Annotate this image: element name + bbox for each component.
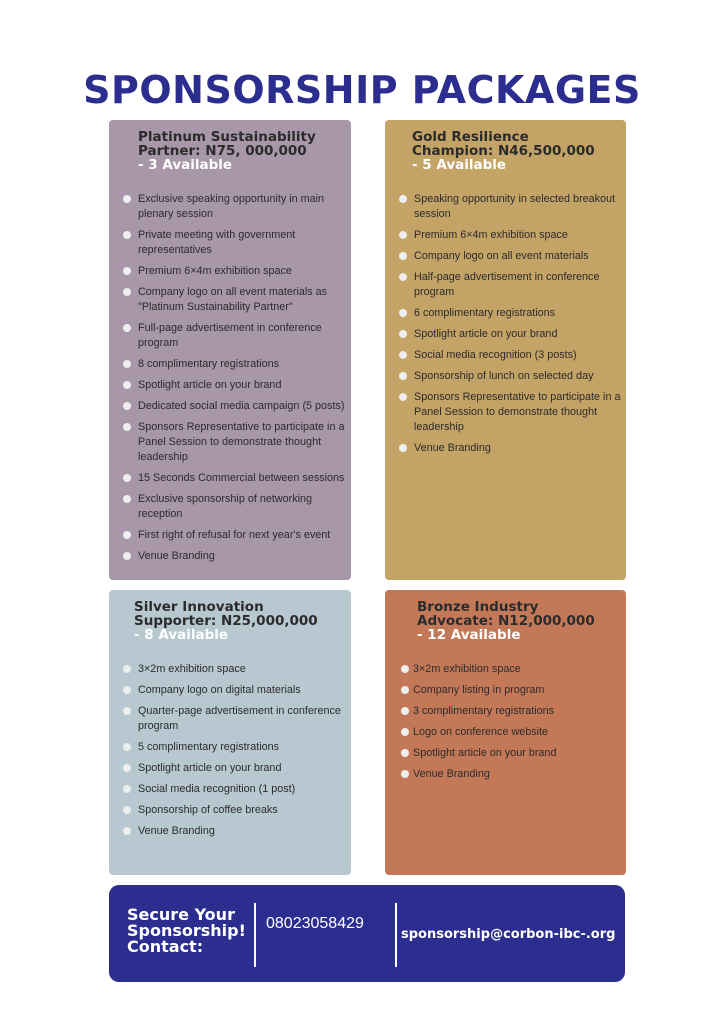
bullet-icon (399, 309, 407, 317)
benefit-item (109, 321, 349, 351)
benefit-text: First right of refusal for next year's event (138, 529, 331, 541)
package-availability: - 5 Available (412, 157, 507, 173)
benefit-item (385, 662, 625, 677)
benefit-item (109, 264, 349, 279)
benefit-item (109, 378, 349, 393)
benefit-item (109, 761, 349, 776)
bullet-icon (123, 552, 131, 560)
bullet-icon (399, 195, 407, 203)
bullet-icon (401, 728, 409, 736)
benefit-item (109, 803, 349, 818)
benefit-item (109, 704, 349, 734)
benefit-item (109, 662, 349, 677)
benefit-text: Sponsors Representative to participate in a Panel Session to demonstrate thought leadership (414, 391, 621, 433)
bullet-icon (123, 381, 131, 389)
bullet-icon (123, 707, 131, 715)
benefit-text: Quarter-page advertisement in conference program (138, 705, 341, 732)
benefit-item (109, 228, 349, 258)
benefit-text: Private meeting with government representatives (138, 229, 296, 256)
bullet-icon (123, 806, 131, 814)
bullet-icon (401, 707, 409, 715)
package-price: Advocate: N12,000,000 (417, 613, 595, 629)
benefit-item (385, 327, 625, 342)
benefit-item (385, 369, 625, 384)
benefit-item (109, 471, 349, 486)
benefit-text: 8 complimentary registrations (138, 358, 280, 370)
benefit-item (385, 228, 625, 243)
benefit-text: 15 Seconds Commercial between sessions (138, 472, 345, 484)
benefit-item (109, 683, 349, 698)
benefit-text: Company logo on all event materials as "Platinum Sustainability Partner" (138, 286, 328, 313)
benefit-text: Company logo on digital materials (138, 684, 301, 696)
benefit-text: 3×2m exhibition space (138, 663, 246, 675)
benefit-text: Half-page advertisement in conference program (414, 271, 600, 298)
benefit-item (385, 704, 625, 719)
benefit-item (109, 285, 349, 315)
package-header (138, 130, 316, 172)
benefit-text: Premium 6×4m exhibition space (138, 265, 292, 277)
bullet-icon (399, 273, 407, 281)
bullet-icon (399, 444, 407, 452)
benefit-text: Venue Branding (413, 768, 490, 780)
benefit-text: Spotlight article on your brand (138, 379, 282, 391)
benefit-text: Venue Branding (138, 550, 215, 562)
bullet-icon (399, 372, 407, 380)
benefit-text: Sponsorship of lunch on selected day (414, 370, 594, 382)
benefit-text: Spotlight article on your brand (138, 762, 282, 774)
package-availability: - 8 Available (134, 627, 229, 643)
silver-package-card (109, 590, 351, 875)
bullet-icon (123, 495, 131, 503)
benefit-text: Full-page advertisement in conference program (138, 322, 322, 349)
benefit-item (109, 528, 349, 543)
benefit-item (385, 270, 625, 300)
benefit-item (109, 357, 349, 372)
bullet-icon (399, 231, 407, 239)
bullet-icon (123, 743, 131, 751)
bullet-icon (401, 749, 409, 757)
benefit-item (109, 782, 349, 797)
bullet-icon (123, 665, 131, 673)
package-header (417, 600, 595, 642)
platinum-package-card (109, 120, 351, 580)
benefit-text: 6 complimentary registrations (414, 307, 556, 319)
benefit-text: Exclusive sponsorship of networking reception (138, 493, 313, 520)
benefit-text: Spotlight article on your brand (414, 328, 558, 340)
benefit-item (385, 390, 625, 435)
benefit-item (109, 549, 349, 564)
benefit-item (385, 767, 625, 782)
package-price: Champion: N46,500,000 (412, 143, 595, 159)
benefit-text: Social media recognition (1 post) (138, 783, 296, 795)
bullet-icon (123, 764, 131, 772)
bullet-icon (399, 393, 407, 401)
benefit-text: Sponsors Representative to participate in a Panel Session to demonstrate thought leadership (138, 421, 345, 463)
bullet-icon (123, 231, 131, 239)
benefits-list (385, 192, 625, 462)
bullet-icon (123, 324, 131, 332)
bullet-icon (123, 267, 131, 275)
bullet-icon (123, 402, 131, 410)
benefit-text: Company listing in program (413, 684, 545, 696)
bullet-icon (401, 665, 409, 673)
page-title: SPONSORSHIP PACKAGES (83, 68, 641, 112)
bullet-icon (123, 288, 131, 296)
bullet-icon (399, 351, 407, 359)
bronze-package-card (385, 590, 626, 875)
benefits-list (109, 192, 349, 570)
package-price: Supporter: N25,000,000 (134, 613, 318, 629)
benefit-item (109, 824, 349, 839)
contact-email[interactable]: sponsorship@corbon-ibc-.org (401, 927, 616, 942)
benefit-item (385, 746, 625, 761)
bullet-icon (123, 531, 131, 539)
benefit-text: Company logo on all event materials (414, 250, 589, 262)
package-price: Partner: N75, 000,000 (138, 143, 307, 159)
contact-footer (109, 885, 625, 982)
benefit-item (385, 725, 625, 740)
benefit-text: Premium 6×4m exhibition space (414, 229, 568, 241)
package-name: Silver Innovation (134, 599, 264, 615)
contact-cta: Secure Your Sponsorship! Contact: (127, 905, 246, 956)
benefit-item (109, 420, 349, 465)
benefit-text: Dedicated social media campaign (5 posts) (138, 400, 345, 412)
package-header (412, 130, 595, 172)
benefit-item (385, 306, 625, 321)
benefits-list (385, 662, 625, 788)
benefit-item (109, 399, 349, 414)
benefit-text: Venue Branding (414, 442, 491, 454)
package-header (134, 600, 318, 642)
package-name: Bronze Industry (417, 599, 539, 615)
benefit-text: Venue Branding (138, 825, 215, 837)
gold-package-card (385, 120, 626, 580)
bullet-icon (123, 785, 131, 793)
bullet-icon (123, 195, 131, 203)
bullet-icon (123, 360, 131, 368)
benefit-text: Speaking opportunity in selected breakout session (414, 193, 616, 220)
benefit-text: Spotlight article on your brand (413, 747, 557, 759)
benefit-item (109, 492, 349, 522)
benefit-item (109, 740, 349, 755)
benefit-text: Sponsorship of coffee breaks (138, 804, 278, 816)
benefits-list (109, 662, 349, 845)
package-availability: - 3 Available (138, 157, 233, 173)
benefit-item (109, 192, 349, 222)
divider (395, 903, 397, 967)
bullet-icon (399, 330, 407, 338)
bullet-icon (123, 827, 131, 835)
contact-phone[interactable]: 08023058429 (266, 915, 364, 932)
divider (254, 903, 256, 967)
benefit-item (385, 249, 625, 264)
benefit-item (385, 192, 625, 222)
benefit-item (385, 441, 625, 456)
benefit-text: 5 complimentary registrations (138, 741, 280, 753)
bullet-icon (401, 686, 409, 694)
benefit-text: 3 complimentary registrations (413, 705, 555, 717)
benefit-text: Social media recognition (3 posts) (414, 349, 577, 361)
bullet-icon (401, 770, 409, 778)
bullet-icon (399, 252, 407, 260)
benefit-text: Exclusive speaking opportunity in main plenary session (138, 193, 325, 220)
bullet-icon (123, 686, 131, 694)
package-name: Gold Resilience (412, 129, 529, 145)
bullet-icon (123, 474, 131, 482)
benefit-item (385, 348, 625, 363)
package-name: Platinum Sustainability (138, 129, 316, 145)
benefit-text: Logo on conference website (413, 726, 549, 738)
bullet-icon (123, 423, 131, 431)
benefit-item (385, 683, 625, 698)
package-availability: - 12 Available (417, 627, 521, 643)
benefit-text: 3×2m exhibition space (413, 663, 521, 675)
